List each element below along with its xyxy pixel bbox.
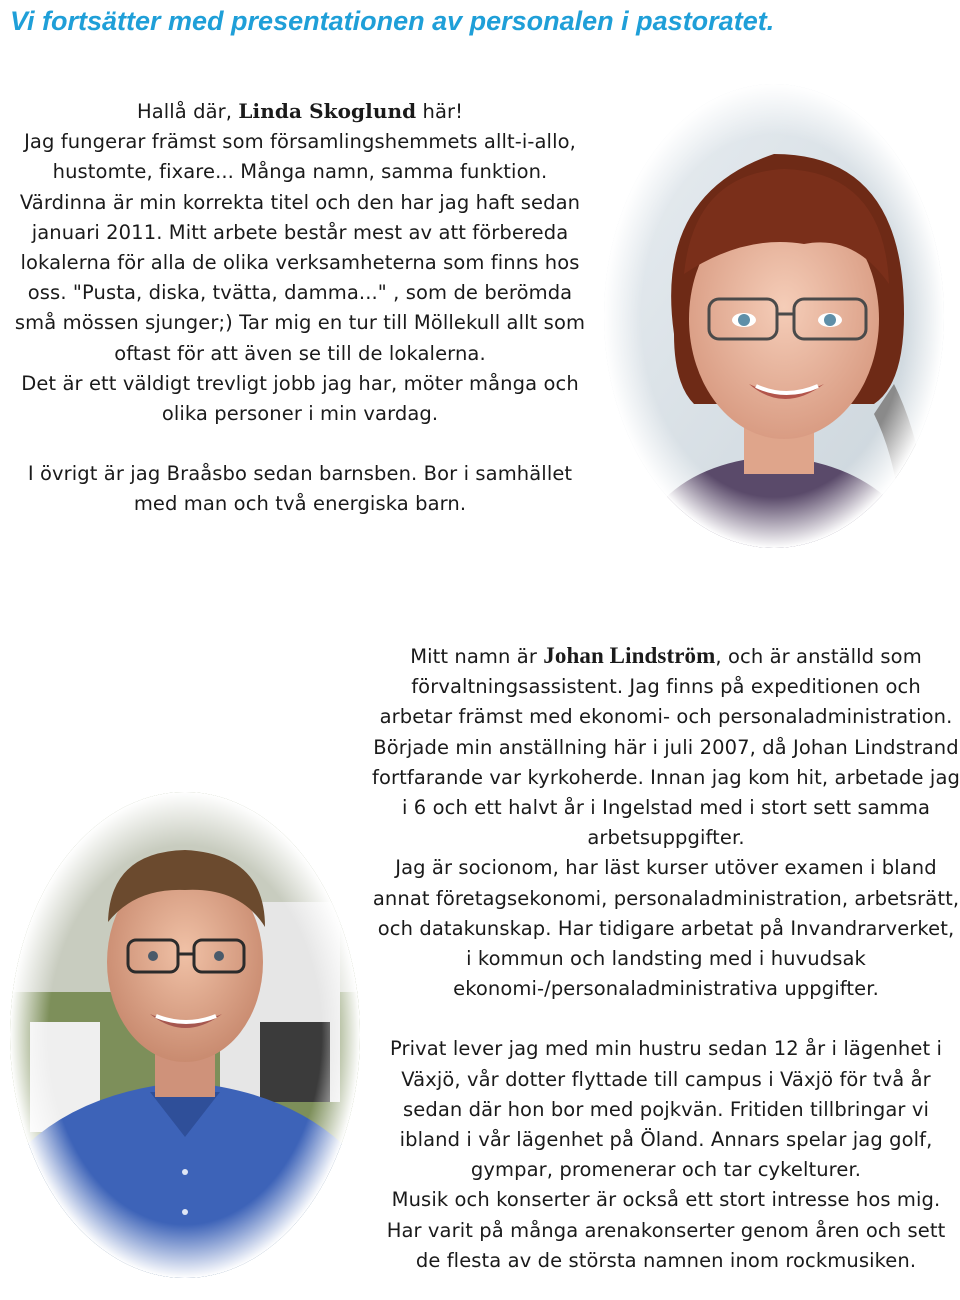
- johan-paragraph-4: Musik och konserter är också ett stort intresse hos mig. Har varit på många arenakonserter genom åren och sett de flesta av de största namnen inom rockmusiken.: [386, 1188, 946, 1272]
- johan-intro-prefix: Mitt namn är: [410, 645, 544, 668]
- linda-paragraph-1: [8, 96, 592, 369]
- linda-presentation: [8, 96, 592, 520]
- linda-portrait: [604, 84, 944, 548]
- johan-paragraph-2: Jag är socionom, har läst kurser utöver examen i bland annat företagsekonomi, personaladministration, arbetsrätt, och datakunskap. Har tidigare arbetat på Invandrarverket, i kommun och landsting med i huvudsak ekonomi-/personaladministrativa uppgifter.: [372, 856, 960, 1001]
- linda-greeting-suffix: här!: [416, 100, 464, 123]
- linda-paragraph-3: I övrigt är jag Braåsbo sedan barnsben. Bor i samhället med man och två energiska barn.: [27, 462, 573, 516]
- johan-presentation: [372, 641, 960, 1276]
- linda-greeting-prefix: Hallå där,: [136, 100, 239, 123]
- johan-portrait-image: [10, 792, 360, 1278]
- johan-intro-rest: , och är anställd som förvaltningsassistent. Jag finns på expeditionen och arbetar främst med ekonomi- och personaladministration. Började min anställning här i juli 2007, då Johan Lindstrand fortfarande var kyrkoherde. Innan jag kom hit, arbetade jag i 6 och ett halvt år i Ingelstad med i stort sett samma arbetsuppgifter.: [372, 645, 960, 850]
- linda-portrait-image: [604, 84, 944, 548]
- johan-paragraph-3: Privat lever jag med min hustru sedan 12 år i lägenhet i Växjö, vår dotter flyttade till campus i Växjö för två år sedan där hon bor med pojkvän. Fritiden tillbringar vi ibland i vår lägenhet på Öland. Annars spelar jag golf, gympar, promenerar och tar cykelturer.: [389, 1037, 943, 1182]
- johan-portrait: [10, 792, 360, 1278]
- johan-paragraph-1: [372, 641, 960, 853]
- johan-name: Johan Lindström: [543, 643, 716, 668]
- linda-name: Linda Skoglund: [238, 99, 417, 123]
- page-title: Vi fortsätter med presentationen av personalen i pastoratet.: [10, 6, 775, 36]
- linda-paragraph-2: Det är ett väldigt trevligt jobb jag har, möter många och olika personer i min vardag.: [21, 371, 579, 426]
- linda-paragraph-1-body: Jag fungerar främst som församlingshemmets allt-i-allo, hustomte, fixare... Många namn, samma funktion. Värdinna är min korrekta titel och den har jag haft sedan januari 2011. Mitt arbete består mest av att förbereda lokalerna för alla de olika verksamheterna som finns hos oss. "Pusta, diska, tvätta, damma..." , som de berömda små mössen sjunger;) Tar mig en tur till Möllekull allt som oftast för att även se till de lokalerna.: [14, 130, 586, 365]
